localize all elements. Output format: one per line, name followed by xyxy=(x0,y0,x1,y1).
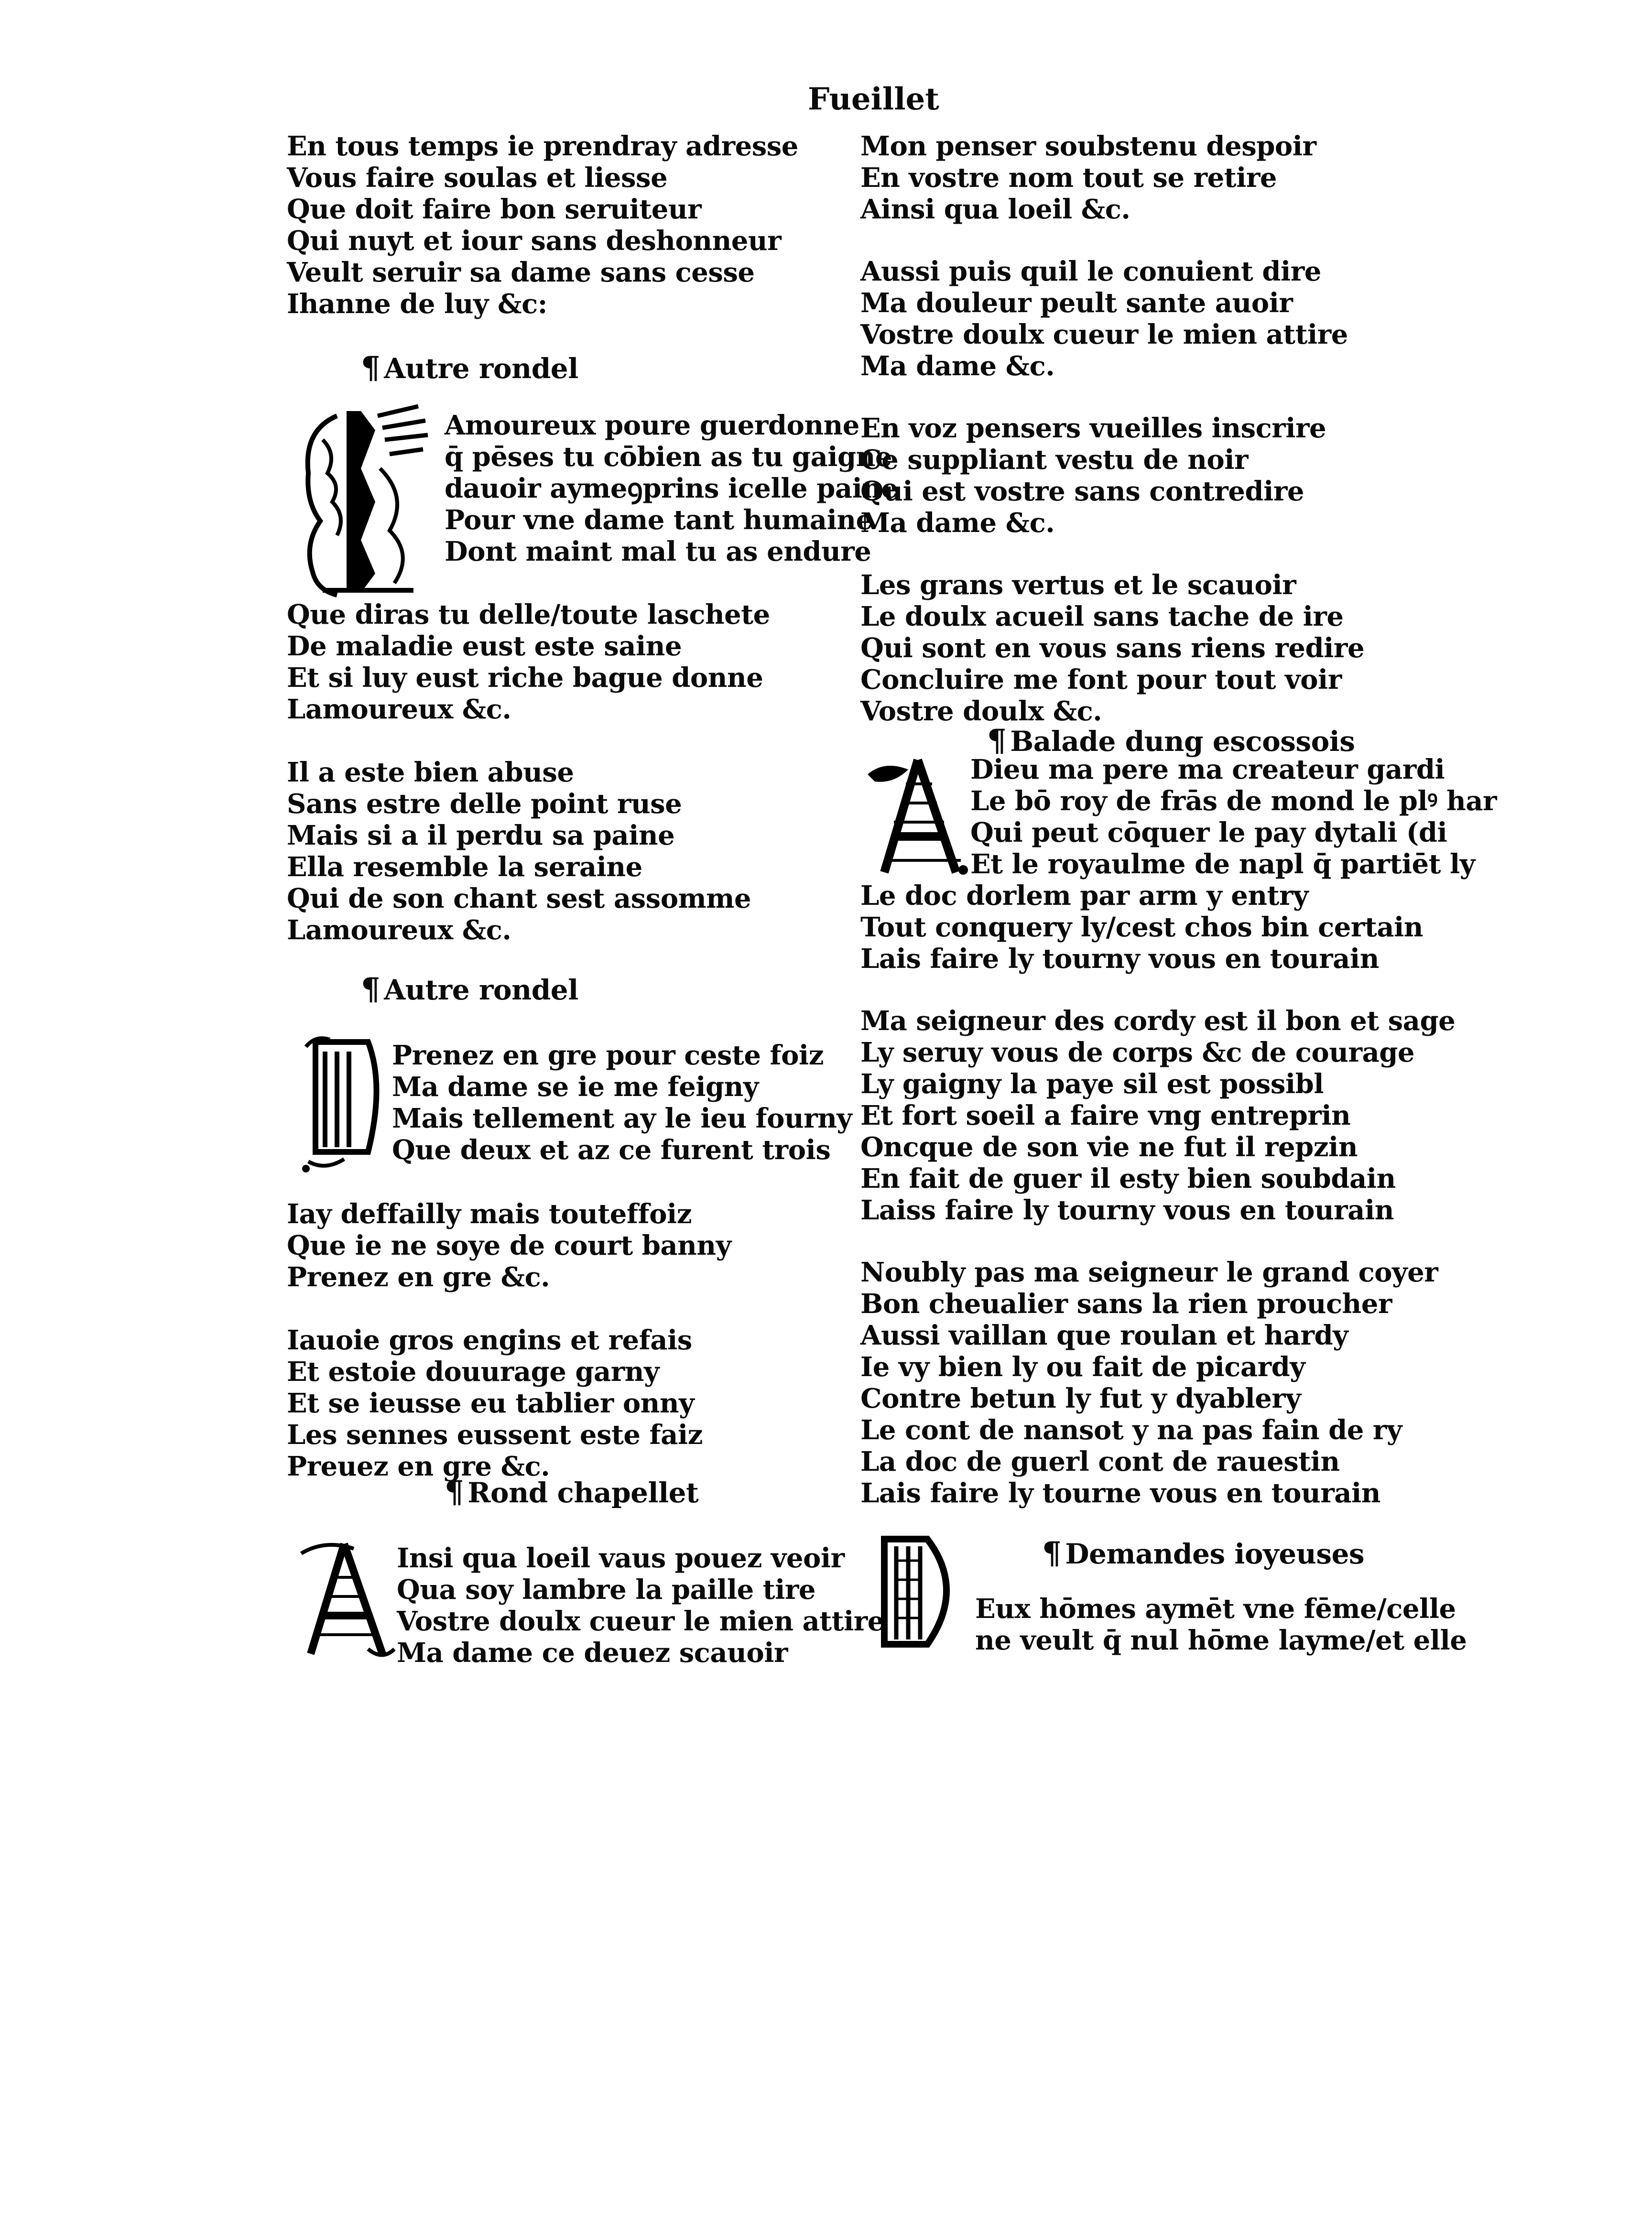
verse-line: Les sennes eussent este faiz xyxy=(287,1419,703,1451)
verse-line: Contre betun ly fut y dyablery xyxy=(860,1383,1301,1414)
verse-line: Dont maint mal tu as endure xyxy=(445,536,871,567)
verse-line: Bon cheualier sans la rien proucher xyxy=(860,1288,1392,1320)
verse-line: Pour vne dame tant humaine xyxy=(445,504,873,536)
verse-line: Vostre doulx &c. xyxy=(860,695,1102,727)
verse-line: Que ie ne soye de court banny xyxy=(287,1230,731,1261)
verse-line: La doc de guerl cont de rauestin xyxy=(860,1446,1340,1477)
verse-line: Ly gaigny la paye sil est possibl xyxy=(860,1068,1324,1100)
verse-line: Le cont de nansot y na pas fain de ry xyxy=(860,1414,1402,1446)
verse-line: Qui est vostre sans contredire xyxy=(860,476,1304,507)
pilcrow-icon: ¶ xyxy=(1042,1535,1062,1571)
decorated-initial xyxy=(294,402,430,602)
verse-line: Dieu ma pere ma createur gardi xyxy=(970,754,1445,785)
decorated-initial xyxy=(296,1539,397,1663)
verse-line: Le bō roy de frās de mond le plꝰ har xyxy=(970,785,1497,817)
pilcrow-icon: ¶ xyxy=(361,350,380,386)
verse-line: Lamoureux &c. xyxy=(287,694,511,725)
verse-line: Eux hōmes aymēt vne fēme/celle xyxy=(975,1593,1456,1625)
running-head: Fueillet xyxy=(808,81,939,117)
pilcrow-icon: ¶ xyxy=(445,1474,464,1510)
verse-line: Sans estre delle point ruse xyxy=(287,788,682,820)
section-heading: ¶ Balade dung escossois xyxy=(987,723,1355,759)
verse-line: Vostre doulx cueur le mien attire xyxy=(397,1606,884,1637)
pilcrow-icon: ¶ xyxy=(361,971,380,1007)
verse-line: Lamoureux &c. xyxy=(287,914,511,946)
verse-line: Et si luy eust riche bague donne xyxy=(287,662,763,694)
decorated-initial xyxy=(870,1532,970,1651)
verse-line: Le doulx acueil sans tache de ire xyxy=(860,601,1344,632)
verse-line: Iauoie gros engins et refais xyxy=(287,1324,692,1356)
verse-line: Vous faire soulas et liesse xyxy=(287,162,668,194)
verse-line: Ella resemble la seraine xyxy=(287,851,642,883)
pilcrow-icon: ¶ xyxy=(987,723,1007,759)
section-heading: ¶ Autre rondel xyxy=(361,350,578,386)
verse-line: En voz pensers vueilles inscrire xyxy=(860,412,1326,444)
verse-line: ne veult q̄ nul hōme layme/et elle xyxy=(975,1625,1467,1656)
verse-line: Le doc dorlem par arm y entry xyxy=(860,880,1309,912)
verse-line: Que diras tu delle/toute laschete xyxy=(287,599,770,630)
verse-line: Tout conquery ly/cest chos bin certain xyxy=(860,912,1423,943)
verse-line: Qui peut cōquer le pay dytali (di xyxy=(970,817,1447,848)
verse-line: Mais si a il perdu sa paine xyxy=(287,820,675,851)
verse-line: En fait de guer il esty bien soubdain xyxy=(860,1163,1396,1194)
verse-line: Ainsi qua loeil &c. xyxy=(860,194,1130,225)
verse-line: Oncque de son vie ne fut il repzin xyxy=(860,1131,1358,1163)
verse-line: Ie vy bien ly ou fait de picardy xyxy=(860,1351,1305,1383)
verse-line: Et fort soeil a faire vng entreprin xyxy=(860,1100,1351,1131)
verse-line: Vostre doulx cueur le mien attire xyxy=(860,319,1348,350)
verse-line: Ma dame &c. xyxy=(860,350,1055,382)
verse-line: Veult seruir sa dame sans cesse xyxy=(287,257,755,288)
section-heading: ¶ Autre rondel xyxy=(361,971,578,1007)
verse-line: Iay deffailly mais touteffoiz xyxy=(287,1198,692,1230)
verse-line: Et estoie douurage garny xyxy=(287,1356,660,1388)
verse-line: Aussi puis quil le conuient dire xyxy=(860,256,1321,287)
verse-line: Que doit faire bon seruiteur xyxy=(287,194,702,225)
verse-line: Ma douleur peult sante auoir xyxy=(860,287,1293,319)
verse-line: dauoir aymeꝯprins icelle paine xyxy=(445,473,898,504)
verse-line: Mais tellement ay le ieu fourny xyxy=(392,1103,852,1134)
verse-line: Qui sont en vous sans riens redire xyxy=(860,632,1365,664)
verse-line: Laiss faire ly tourny vous en tourain xyxy=(860,1194,1394,1226)
verse-line: Ma seigneur des cordy est il bon et sage xyxy=(860,1005,1456,1037)
verse-line: Preuez en gre &c. xyxy=(287,1451,550,1482)
verse-line: Mon penser soubstenu despoir xyxy=(860,130,1316,162)
verse-line: Lais faire ly tourne vous en tourain xyxy=(860,1477,1380,1509)
verse-line: Insi qua loeil vaus pouez veoir xyxy=(397,1542,845,1574)
verse-line: Ma dame se ie me feigny xyxy=(392,1071,759,1103)
verse-line: Ma dame &c. xyxy=(860,507,1055,539)
verse-line: Concluire me font pour tout voir xyxy=(860,664,1342,695)
verse-line: Ihanne de luy &c: xyxy=(287,288,547,320)
verse-line: Que deux et az ce furent trois xyxy=(392,1134,831,1166)
verse-line: Prenez en gre pour ceste foiz xyxy=(392,1040,824,1071)
verse-line: Qui de son chant sest assomme xyxy=(287,883,751,914)
verse-line: Qua soy lambre la paille tire xyxy=(397,1574,816,1606)
verse-line: En tous temps ie prendray adresse xyxy=(287,130,798,162)
verse-line: Il a este bien abuse xyxy=(287,757,574,788)
verse-line: Les grans vertus et le scauoir xyxy=(860,569,1296,601)
section-heading: ¶ Rond chapellet xyxy=(445,1474,699,1510)
verse-line: En vostre nom tout se retire xyxy=(860,162,1277,194)
decorated-initial xyxy=(296,1032,387,1176)
verse-line: De maladie eust este saine xyxy=(287,630,682,662)
section-heading: ¶ Demandes ioyeuses xyxy=(1042,1535,1365,1571)
verse-line: Amoureux poure guerdonne xyxy=(445,410,859,441)
verse-line: Ce suppliant vestu de noir xyxy=(860,444,1249,476)
decorated-initial xyxy=(865,755,975,879)
verse-line: Et se ieusse eu tablier onny xyxy=(287,1388,695,1419)
verse-line: Qui nuyt et iour sans deshonneur xyxy=(287,225,782,257)
verse-line: Et le royaulme de napl q̄ partiēt ly xyxy=(970,848,1475,880)
verse-line: Prenez en gre &c. xyxy=(287,1261,550,1293)
verse-line: Aussi vaillan que roulan et hardy xyxy=(860,1320,1348,1351)
verse-line: Noubly pas ma seigneur le grand coyer xyxy=(860,1257,1438,1288)
verse-line: Ma dame ce deuez scauoir xyxy=(397,1637,788,1669)
verse-line: q̄ pēses tu cōbien as tu gaigne xyxy=(445,441,892,473)
verse-line: Lais faire ly tourny vous en tourain xyxy=(860,943,1379,975)
verse-line: Ly seruy vous de corps &c de courage xyxy=(860,1037,1415,1068)
